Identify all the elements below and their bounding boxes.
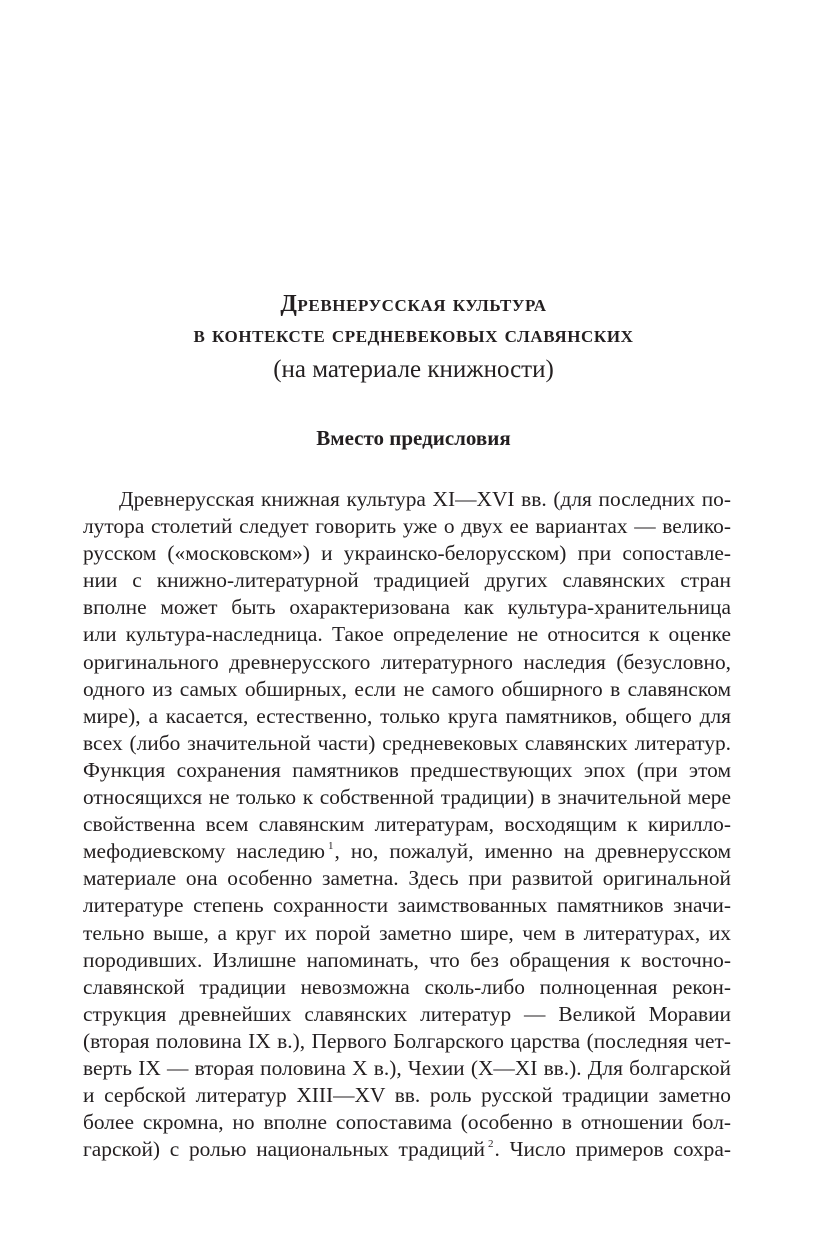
text-segment: , но, пожалуй, именно на древнерусском	[334, 839, 731, 864]
text-line: материале она особенно заметна. Здесь при развитой оригинальной	[83, 866, 731, 891]
text-line: одного из самых обширных, если не самого обширного в славянском	[83, 676, 731, 701]
text-line: верть IX — вторая половина X в.), Чехии (X—XI вв.). Для болгарской	[83, 1055, 731, 1080]
text-line: и сербской литератур XIII—XV вв. роль русской традиции заметно	[83, 1083, 731, 1108]
chapter-title-line-2: в контексте средневековых славянских	[193, 322, 634, 348]
text-line: русском («московском») и украинско-белорусском) при сопоставле-	[83, 541, 731, 566]
text-line: всех (либо значительной части) средневековых славянских литератур.	[83, 730, 731, 755]
section-heading: Вместо предисловия	[316, 426, 511, 450]
body-paragraph	[83, 486, 731, 1163]
text-line: мире), а касается, естественно, только круга памятников, общего для	[83, 703, 731, 728]
text-line: тельно выше, а круг их порой заметно шире, чем в литературах, их	[83, 920, 731, 945]
text-line: более скромна, но вполне сопоставима (особенно в отношении бол-	[83, 1110, 731, 1135]
text-segment: мефодиевскому наследию	[83, 839, 325, 864]
text-line: (вторая половина IX в.), Первого Болгарского царства (последняя чет-	[83, 1028, 731, 1053]
chapter-title-line-1: Древнерусская культура	[280, 291, 547, 317]
text-line: или культура-наследница. Такое определение не относится к оценке	[83, 622, 731, 647]
text-line: вполне может быть охарактеризована как культура-хранительница	[83, 595, 731, 620]
footnote-marker[interactable]: 1	[328, 840, 334, 853]
text-line: лутора столетий следует говорить уже о двух ее вариантах — велико-	[83, 514, 731, 539]
footnote-marker[interactable]: 2	[488, 1138, 494, 1151]
text-segment: . Число примеров сохра-	[494, 1137, 731, 1162]
text-line: свойственна всем славянским литературам, восходящим к кирилло-	[83, 812, 731, 837]
text-line: оригинального древнерусского литературного наследия (безусловно,	[83, 649, 731, 674]
text-line: струкция древнейших славянских литератур — Великой Моравии	[83, 1001, 731, 1026]
text-line: нии с книжно-литературной традицией других славянских стран	[83, 568, 731, 593]
text-line: породивших. Излишне напоминать, что без обращения к восточно-	[83, 947, 731, 972]
text-segment: гарской) с ролью национальных традиций	[83, 1137, 485, 1162]
text-line: относящихся не только к собственной традиции) в значительной мере	[83, 785, 731, 810]
text-line-with-footnote	[83, 1136, 731, 1163]
chapter-title	[0, 288, 827, 388]
text-line-with-footnote	[83, 838, 731, 865]
text-line: Древнерусская книжная культура XI—XVI вв. (для последних по-	[119, 487, 731, 511]
chapter-subtitle: (на материале книжности)	[273, 356, 554, 383]
text-line: Функция сохранения памятников предшествующих эпох (при этом	[83, 757, 731, 782]
text-line: литературе степень сохранности заимствованных памятников значи-	[83, 893, 731, 918]
text-line: славянской традиции невозможна сколь-либо полноценная рекон-	[83, 974, 731, 999]
